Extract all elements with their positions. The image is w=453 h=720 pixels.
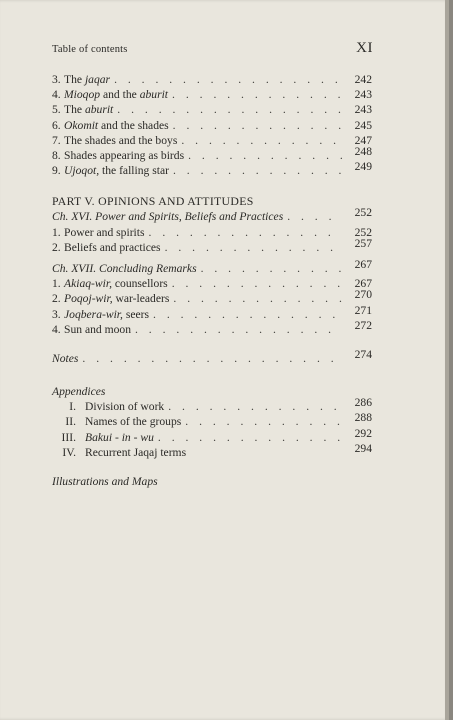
page-number: 252 [354, 206, 372, 220]
page-number: 242 [354, 73, 372, 86]
page-number: 292 [354, 426, 372, 440]
toc-entry: 1. Power and spirits . . . 252 [52, 225, 372, 240]
notes-entry: Notes . . . 274 [52, 351, 372, 366]
toc-entry: 3. Joqbera-wir, seers . . . 271 [52, 307, 372, 322]
page-number: 252 [354, 225, 372, 239]
toc-entry: 6. Okomit and the shades . . . 245 [52, 118, 372, 133]
chapter-heading: Ch. XVII. Concluding Remarks . . . 267 [52, 261, 372, 276]
page-edge [445, 0, 449, 720]
page-number: 274 [354, 348, 372, 362]
appendix-entry: II. Names of the groups . . . 288 [52, 414, 372, 429]
toc-entry: 4. Sun and moon . . . 272 [52, 322, 372, 337]
appendix-entry: I. Division of work . . . 286 [52, 399, 372, 414]
page-number: 247 [354, 133, 372, 147]
toc-entry: 3. The jaqar . . . 242 [52, 72, 372, 87]
toc-entry: 8. Shades appearing as birds . . . 248 [52, 148, 372, 163]
page-number: 271 [354, 303, 372, 317]
toc-entry: 1. Akiaq-wir, counsellors . . . 267 [52, 276, 372, 291]
page-folio: XI [356, 40, 373, 56]
page-number: 248 [354, 145, 372, 159]
toc-entry: 2. Poqoj-wir, war-leaders . . . 270 [52, 291, 372, 306]
page-number: 243 [354, 103, 372, 117]
page-number: 249 [354, 160, 372, 174]
page-number: 267 [354, 277, 372, 291]
toc-entry: 9. Ujoqot, the falling star . . . 249 [52, 163, 372, 178]
page-number: 288 [354, 411, 372, 425]
toc-entry: 4. Mioqop and the aburit . . . 243 [52, 87, 372, 102]
page-number: 243 [354, 88, 372, 102]
page-number: 294 [354, 441, 372, 455]
page-number: 272 [354, 318, 372, 332]
page-number: 245 [354, 118, 372, 132]
toc-group-chapter-items [52, 72, 372, 178]
appendix-entry: IV. Recurrent Jaqaj terms 294 [62, 441, 372, 459]
page-number: 286 [354, 396, 372, 410]
page-number: 257 [354, 236, 372, 250]
chapter-heading: Ch. XVI. Power and Spirits, Beliefs and Practices . . . 252 [52, 209, 372, 224]
running-title: Table of contents [52, 44, 128, 55]
appendices-heading: Appendices [52, 385, 106, 399]
toc-entry: 2. Beliefs and practices . . . 257 [52, 240, 372, 255]
part-heading: PART V. OPINIONS AND ATTITUDES [52, 194, 254, 209]
toc-entry: 5. The aburit . . . 243 [52, 102, 372, 117]
toc-entry: 7. The shades and the boys . . . 247 [52, 133, 372, 148]
page-number: 270 [354, 288, 372, 302]
appendix-entry: III. Bakui - in - wu . . . 292 [52, 430, 372, 445]
illustrations-heading: Illustrations and Maps [52, 475, 158, 489]
toc-body [52, 72, 372, 489]
page-number: 267 [354, 258, 372, 272]
